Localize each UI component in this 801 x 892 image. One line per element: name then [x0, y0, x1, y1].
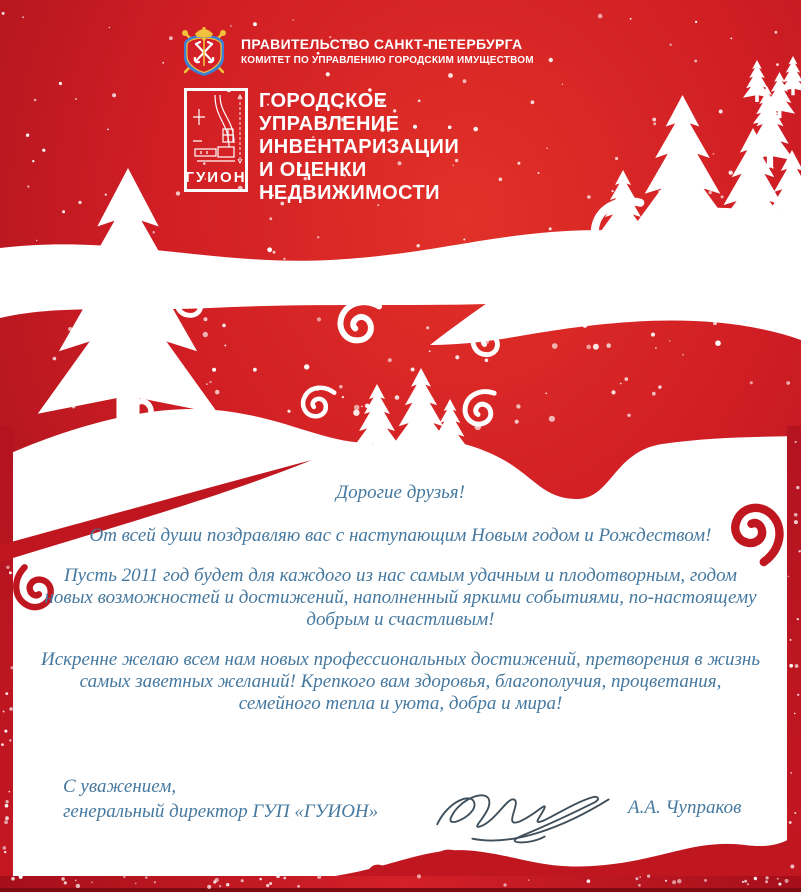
salutation: Дорогие друзья! [336, 482, 465, 503]
org-name-line: НЕДВИЖИМОСТИ [259, 182, 440, 204]
greeting-paragraph: Пусть 2011 год будет для каждого из нас самым удачным и плодотворным, годом новых возможностей и достижений, наполненный яркими событиями, по-настоящему добрым и счастливым! [44, 565, 757, 630]
signoff [63, 774, 378, 824]
org-block [184, 88, 459, 205]
coat-of-arms-icon [176, 26, 232, 76]
gov-titles [241, 36, 534, 66]
org-name [259, 90, 459, 205]
guion-logo [184, 88, 248, 192]
org-name-line: ИНВЕНТАРИЗАЦИИ [259, 136, 460, 158]
signoff-line: С уважением, [63, 776, 177, 797]
org-name-line: И ОЦЕНКИ [259, 159, 367, 181]
right-border-band [787, 426, 801, 878]
gov-header [176, 26, 534, 76]
greeting-paragraph: Искренне желаю всем нам новых профессиональных достижений, претворения в жизнь самых заветных желаний! Крепкого вам здоровья, благополучия, процветания, семейного тепла и уюта, добра и мира! [40, 649, 760, 714]
bottom-strip [0, 888, 801, 892]
greeting-message [40, 482, 761, 733]
signature-scribble [430, 785, 618, 849]
government-title: ПРАВИТЕЛЬСТВО САНКТ-ПЕТЕРБУРГА [241, 36, 523, 52]
left-border-band [0, 426, 13, 878]
greeting-paragraph: От всей души поздравляю вас с наступающим Новым годом и Рождеством! [89, 525, 712, 546]
org-name-line: ГОРОДСКОЕ [259, 90, 388, 112]
org-name-line: УПРАВЛЕНИЕ [259, 113, 400, 135]
signoff-line: генеральный директор ГУП «ГУИОН» [63, 801, 379, 822]
signer-name: А.А. Чупраков [628, 797, 742, 818]
committee-subtitle: КОМИТЕТ ПО УПРАВЛЕНИЮ ГОРОДСКИМ ИМУЩЕСТВОМ [241, 55, 534, 66]
guion-logo-acronym: ГУИОН [185, 169, 247, 186]
